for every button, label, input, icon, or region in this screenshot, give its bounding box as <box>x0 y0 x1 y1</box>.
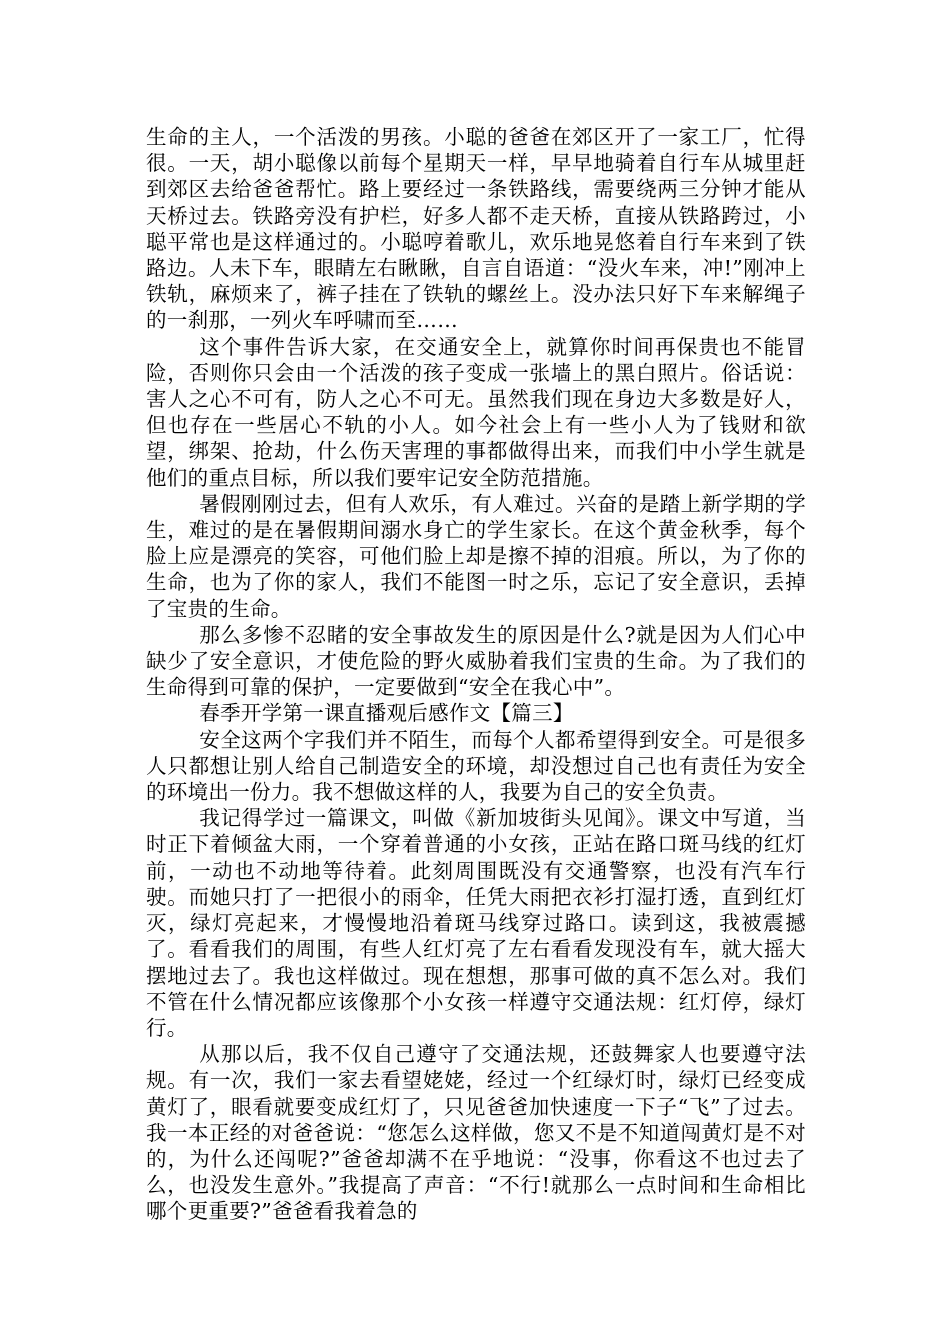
paragraph-5: 安全这两个字我们并不陌生，而每个人都希望得到安全。可是很多人只都想让别人给自己制造安全的环境，却没想过自己也有责任为安全的环境出一份力。我不想做这样的人，我要为自己的安全负责。 <box>146 727 806 805</box>
paragraph-6: 我记得学过一篇课文，叫做《新加坡街头见闻》。课文中写道，当时正下着倾盆大雨，一个穿着普通的小女孩，正站在路口斑马线的红灯前，一动也不动地等待着。此刻周围既没有交通警察，也没有汽车行驶。而她只打了一把很小的雨伞，任凭大雨把衣衫打湿打透，直到红灯灭，绿灯亮起来，才慢慢地沿着斑马线穿过路口。读到这，我被震撼了。看看我们的周围，有些人红灯亮了左右看看发现没有车，就大摇大摆地过去了。我也这样做过。现在想想，那事可做的真不怎么对。我们不管在什么情况都应该像那个小女孩一样遵守交通法规：红灯停，绿灯行。 <box>146 806 806 1040</box>
paragraph-4: 那么多惨不忍睹的安全事故发生的原因是什么?就是因为人们心中缺少了安全意识，才使危险的野火威胁着我们宝贵的生命。为了我们的生命得到可靠的保护，一定要做到“安全在我心中”。 <box>146 622 806 700</box>
paragraph-7: 从那以后，我不仅自己遵守了交通法规，还鼓舞家人也要遵守法规。有一次，我们一家去看望姥姥，经过一个红绿灯时，绿灯已经变成黄灯了，眼看就要变成红灯了，只见爸爸加快速度一下子“飞”了过去。我一本正经的对爸爸说：“您怎么这样做，您又不是不知道闯黄灯是不对的，为什么还闯呢?”爸爸却满不在乎地说：“没事，你看这不也过去了么，也没发生意外。”我提高了声音：“不行!就那么一点时间和生命相比哪个更重要?”爸爸看我着急的 <box>146 1042 806 1224</box>
section-heading: 春季开学第一课直播观后感作文【篇三】 <box>199 701 574 726</box>
paragraph-1: 生命的主人，一个活泼的男孩。小聪的爸爸在郊区开了一家工厂，忙得很。一天，胡小聪像以前每个星期天一样，早早地骑着自行车从城里赶到郊区去给爸爸帮忙。路上要经过一条铁路线，需要绕两三分钟才能从天桥过去。铁路旁没有护栏，好多人都不走天桥，直接从铁路跨过，小聪平常也是这样通过的。小聪哼着歌儿，欢乐地晃悠着自行车来到了铁路边。人未下车，眼睛左右瞅瞅，自言自语道：“没火车来，冲!”刚冲上铁轨，麻烦来了，裤子挂在了铁轨的螺丝上。没办法只好下车来解绳子的一刹那，一列火车呼啸而至…… <box>146 125 806 333</box>
paragraph-2: 这个事件告诉大家，在交通安全上，就算你时间再保贵也不能冒险，否则你只会由一个活泼的孩子变成一张墙上的黑白照片。俗话说：害人之心不可有，防人之心不可无。虽然我们现在身边大多数是好人，但也存在一些居心不轨的小人。如今社会上有一些小人为了钱财和欲望，绑架、抢劫，什么伤天害理的事都做得出来，而我们中小学生就是他们的重点目标，所以我们要牢记安全防范措施。 <box>146 334 806 490</box>
paragraph-3: 暑假刚刚过去，但有人欢乐，有人难过。兴奋的是踏上新学期的学生，难过的是在暑假期间溺水身亡的学生家长。在这个黄金秋季，每个脸上应是漂亮的笑容，可他们脸上却是擦不掉的泪痕。所以，为了你的生命，也为了你的家人，我们不能图一时之乐，忘记了安全意识，丢掉了宝贵的生命。 <box>146 491 806 621</box>
document-page <box>146 124 806 1225</box>
